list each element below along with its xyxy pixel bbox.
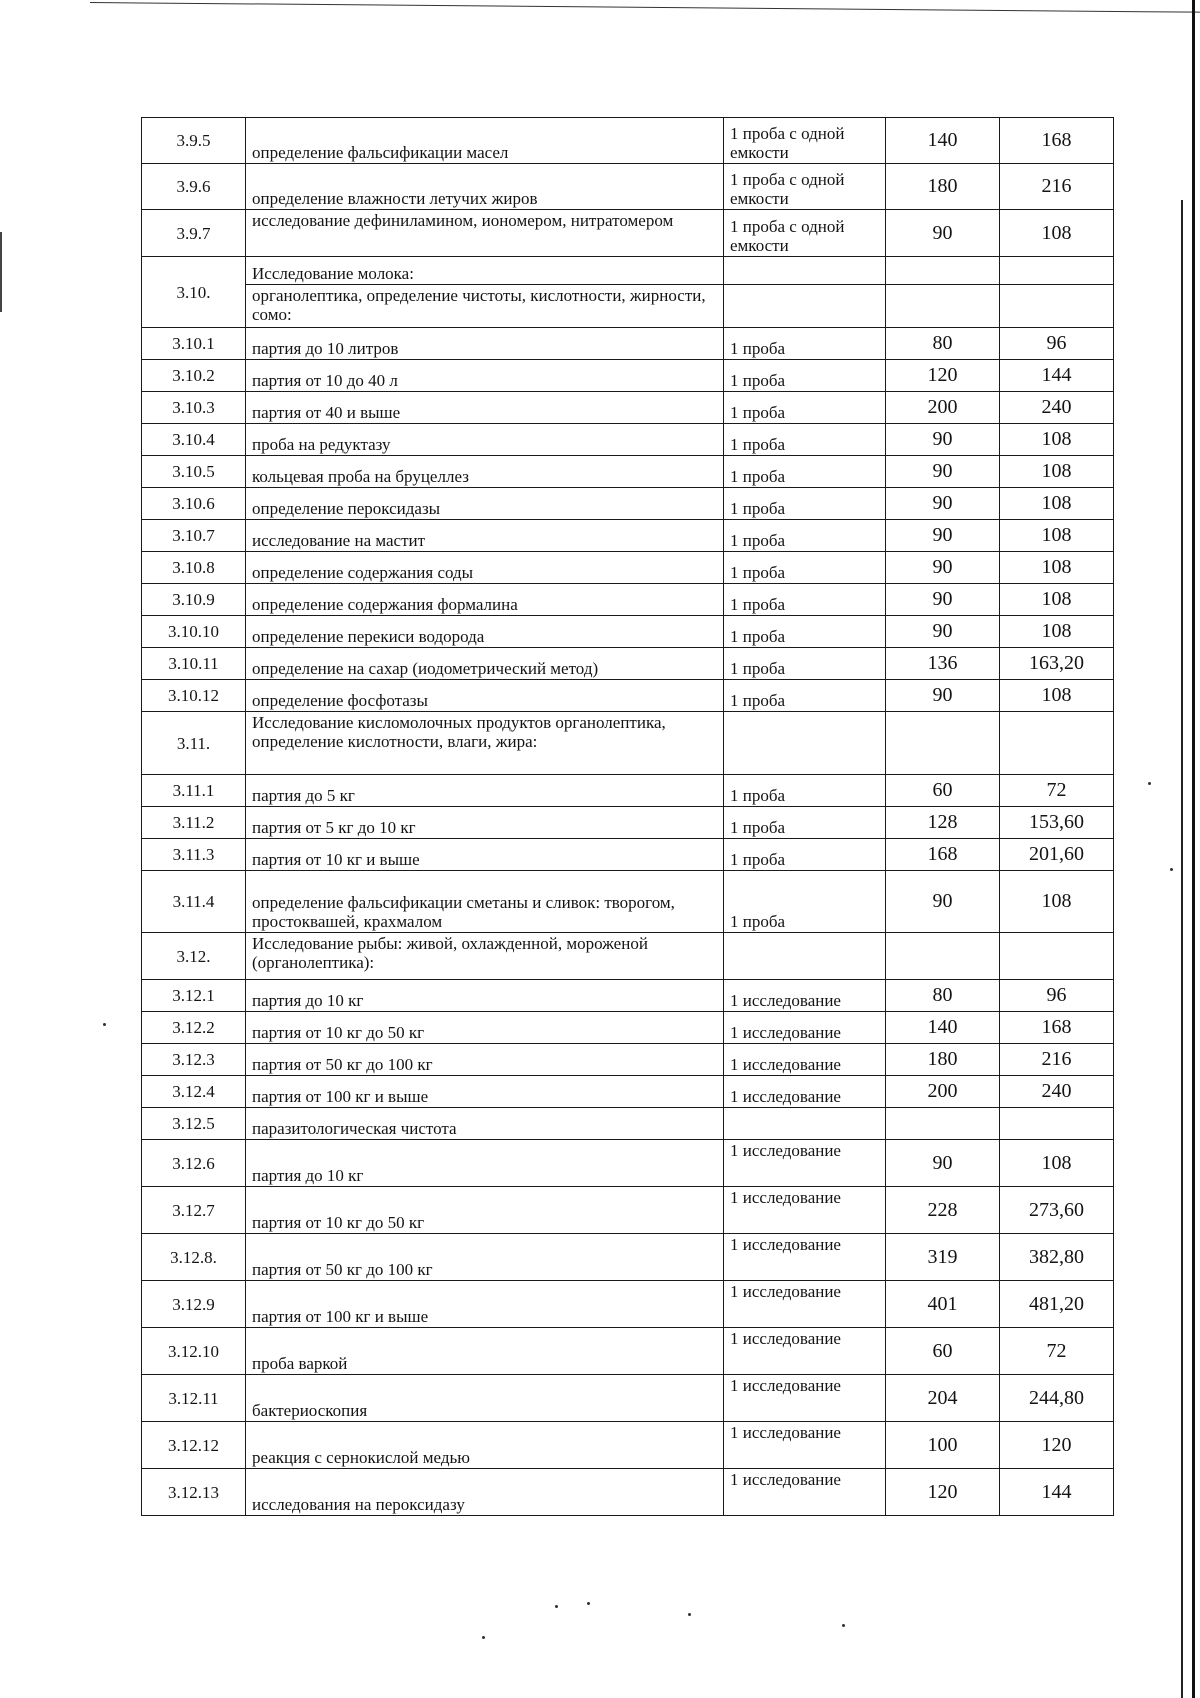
row-price-vat-cell: 108 (1000, 552, 1114, 584)
row-unit-cell: 1 исследование (724, 1044, 886, 1076)
table-row (142, 1012, 1114, 1044)
row-unit-cell: 1 проба (724, 839, 886, 871)
row-name-cell: партия до 10 кг (246, 1140, 724, 1187)
row-price-cell (886, 1108, 1000, 1140)
row-number-cell: 3.12.4 (142, 1076, 246, 1108)
row-unit-cell: 1 проба (724, 616, 886, 648)
row-price-vat-cell: 168 (1000, 118, 1114, 164)
row-price-cell (886, 257, 1000, 285)
row-price-cell: 90 (886, 210, 1000, 257)
row-name-cell: бактериоскопия (246, 1375, 724, 1422)
row-price-cell: 140 (886, 118, 1000, 164)
row-number-cell: 3.12.12 (142, 1422, 246, 1469)
table-row (142, 328, 1114, 360)
table-row (142, 118, 1114, 164)
row-price-vat-cell (1000, 1108, 1114, 1140)
table-row (142, 1140, 1114, 1187)
row-name-cell: партия от 50 кг до 100 кг (246, 1044, 724, 1076)
row-number-cell: 3.12.9 (142, 1281, 246, 1328)
row-unit-cell: 1 исследование (724, 1140, 886, 1187)
row-unit-cell: 1 исследование (724, 1281, 886, 1328)
row-name-cell: партия до 10 кг (246, 980, 724, 1012)
row-name-cell: исследования на пероксидазу (246, 1469, 724, 1516)
table-row (142, 456, 1114, 488)
row-unit-cell: 1 проба (724, 775, 886, 807)
row-price-cell: 90 (886, 456, 1000, 488)
row-number-cell: 3.12.2 (142, 1012, 246, 1044)
row-number-cell: 3.12. (142, 933, 246, 980)
row-name-cell: определение фосфотазы (246, 680, 724, 712)
table-row (142, 648, 1114, 680)
table-row (142, 210, 1114, 257)
row-number-cell: 3.12.5 (142, 1108, 246, 1140)
row-number-cell: 3.11.4 (142, 871, 246, 933)
row-name-cell: определение содержания формалина (246, 584, 724, 616)
row-unit-cell: 1 проба (724, 360, 886, 392)
row-unit-cell (724, 933, 886, 980)
scan-speck (1148, 782, 1151, 785)
row-name-cell: партия от 10 кг до 50 кг (246, 1012, 724, 1044)
row-unit-cell: 1 исследование (724, 980, 886, 1012)
row-price-cell: 128 (886, 807, 1000, 839)
row-name-cell: определение на сахар (иодометрический метод) (246, 648, 724, 680)
row-unit-cell: 1 исследование (724, 1375, 886, 1422)
table-row (142, 360, 1114, 392)
row-unit-cell (724, 1108, 886, 1140)
row-unit-cell: 1 проба с одной емкости (724, 164, 886, 210)
scan-speck (555, 1605, 558, 1608)
row-name-cell: партия от 100 кг и выше (246, 1076, 724, 1108)
row-unit-cell: 1 проба (724, 680, 886, 712)
row-name-cell: определение перекиси водорода (246, 616, 724, 648)
row-unit-cell: 1 проба (724, 520, 886, 552)
empty-cell (1000, 285, 1114, 328)
row-name-cell: партия от 10 до 40 л (246, 360, 724, 392)
row-price-cell: 90 (886, 552, 1000, 584)
row-name-cell: определение влажности летучих жиров (246, 164, 724, 210)
row-price-cell: 90 (886, 1140, 1000, 1187)
row-price-vat-cell: 108 (1000, 210, 1114, 257)
row-number-cell: 3.10.6 (142, 488, 246, 520)
row-price-vat-cell: 216 (1000, 164, 1114, 210)
row-unit-cell: 1 проба с одной емкости (724, 210, 886, 257)
row-price-cell: 180 (886, 1044, 1000, 1076)
row-number-cell: 3.10.1 (142, 328, 246, 360)
row-number-cell: 3.9.7 (142, 210, 246, 257)
empty-cell (724, 285, 886, 328)
row-name-cell: партия от 5 кг до 10 кг (246, 807, 724, 839)
row-price-vat-cell: 244,80 (1000, 1375, 1114, 1422)
row-name-cell: Исследование молока: (246, 257, 724, 285)
row-price-vat-cell: 201,60 (1000, 839, 1114, 871)
row-number-cell: 3.12.8. (142, 1234, 246, 1281)
row-number-cell: 3.11.3 (142, 839, 246, 871)
row-unit-cell: 1 исследование (724, 1328, 886, 1375)
row-price-vat-cell: 382,80 (1000, 1234, 1114, 1281)
row-unit-cell: 1 проба (724, 456, 886, 488)
row-price-vat-cell: 108 (1000, 424, 1114, 456)
row-unit-cell (724, 712, 886, 775)
row-name-cell: паразитологическая чистота (246, 1108, 724, 1140)
row-number-cell: 3.12.1 (142, 980, 246, 1012)
table-row (142, 1108, 1114, 1140)
row-price-cell: 90 (886, 488, 1000, 520)
empty-cell (886, 285, 1000, 328)
row-name-cell: определение фальсификации сметаны и сливок: творогом, простоквашей, крахмалом (246, 871, 724, 933)
scan-speck (842, 1624, 845, 1627)
row-price-vat-cell: 108 (1000, 584, 1114, 616)
row-price-cell: 60 (886, 775, 1000, 807)
row-price-vat-cell: 108 (1000, 680, 1114, 712)
row-name-cell: партия от 10 кг до 50 кг (246, 1187, 724, 1234)
row-number-cell: 3.11.1 (142, 775, 246, 807)
row-price-vat-cell (1000, 712, 1114, 775)
row-name-cell: кольцевая проба на бруцеллез (246, 456, 724, 488)
table-body (142, 118, 1114, 1516)
row-price-cell: 90 (886, 424, 1000, 456)
row-price-vat-cell: 96 (1000, 328, 1114, 360)
row-number-cell: 3.12.6 (142, 1140, 246, 1187)
table-row (142, 807, 1114, 839)
scan-speck (688, 1613, 691, 1616)
row-number-cell: 3.11.2 (142, 807, 246, 839)
row-price-vat-cell: 72 (1000, 775, 1114, 807)
row-price-cell: 120 (886, 360, 1000, 392)
table-row (142, 164, 1114, 210)
row-number-cell: 3.10.5 (142, 456, 246, 488)
row-number-cell: 3.12.7 (142, 1187, 246, 1234)
row-number-cell: 3.12.3 (142, 1044, 246, 1076)
table-row (142, 680, 1114, 712)
table-row (142, 1375, 1114, 1422)
row-price-vat-cell: 481,20 (1000, 1281, 1114, 1328)
row-number-cell: 3.11. (142, 712, 246, 775)
row-price-cell: 319 (886, 1234, 1000, 1281)
row-price-vat-cell (1000, 933, 1114, 980)
row-name-cell: исследование на мастит (246, 520, 724, 552)
row-unit-cell (724, 257, 886, 285)
row-price-vat-cell: 108 (1000, 488, 1114, 520)
row-name-cell: Исследование рыбы: живой, охлажденной, мороженой (органолептика): (246, 933, 724, 980)
row-name-cell: партия до 5 кг (246, 775, 724, 807)
row-unit-cell: 1 проба (724, 424, 886, 456)
scan-edge-line (1181, 200, 1183, 1698)
row-price-cell: 401 (886, 1281, 1000, 1328)
table-row (142, 980, 1114, 1012)
table-row (142, 1076, 1114, 1108)
row-unit-cell: 1 проба (724, 488, 886, 520)
row-name-cell: органолептика, определение чистоты, кислотности, жирности, сомо: (246, 285, 724, 328)
table-row (142, 839, 1114, 871)
row-number-cell: 3.10. (142, 257, 246, 328)
row-price-vat-cell: 144 (1000, 360, 1114, 392)
row-unit-cell: 1 исследование (724, 1012, 886, 1044)
row-name-cell: партия от 50 кг до 100 кг (246, 1234, 724, 1281)
row-price-cell: 136 (886, 648, 1000, 680)
table-row (142, 933, 1114, 980)
table-row (142, 424, 1114, 456)
row-price-vat-cell: 144 (1000, 1469, 1114, 1516)
row-price-cell: 90 (886, 520, 1000, 552)
row-number-cell: 3.12.10 (142, 1328, 246, 1375)
table-row (142, 1422, 1114, 1469)
scan-speck (482, 1636, 485, 1639)
row-number-cell: 3.10.8 (142, 552, 246, 584)
row-price-cell: 80 (886, 328, 1000, 360)
row-price-cell: 200 (886, 392, 1000, 424)
row-price-cell: 120 (886, 1469, 1000, 1516)
table-row (142, 616, 1114, 648)
row-price-cell: 168 (886, 839, 1000, 871)
scan-speck (587, 1602, 590, 1605)
row-number-cell: 3.10.4 (142, 424, 246, 456)
table-row (142, 584, 1114, 616)
table-row (142, 520, 1114, 552)
row-price-cell: 180 (886, 164, 1000, 210)
row-unit-cell: 1 исследование (724, 1076, 886, 1108)
scan-edge-line (1192, 0, 1195, 1698)
table-row (142, 257, 1114, 285)
row-price-vat-cell: 168 (1000, 1012, 1114, 1044)
scan-edge-line (0, 232, 2, 312)
row-number-cell: 3.10.3 (142, 392, 246, 424)
row-name-cell: партия от 10 кг и выше (246, 839, 724, 871)
row-price-cell: 228 (886, 1187, 1000, 1234)
row-number-cell: 3.10.12 (142, 680, 246, 712)
row-price-cell: 204 (886, 1375, 1000, 1422)
row-name-cell: партия от 40 и выше (246, 392, 724, 424)
table-row (142, 1044, 1114, 1076)
row-name-cell: определение фальсификации масел (246, 118, 724, 164)
row-price-cell: 90 (886, 680, 1000, 712)
row-unit-cell: 1 исследование (724, 1234, 886, 1281)
row-unit-cell: 1 проба (724, 648, 886, 680)
row-unit-cell: 1 проба (724, 871, 886, 933)
row-price-vat-cell: 120 (1000, 1422, 1114, 1469)
row-unit-cell: 1 проба с одной емкости (724, 118, 886, 164)
row-price-vat-cell: 216 (1000, 1044, 1114, 1076)
row-price-vat-cell: 108 (1000, 616, 1114, 648)
table-row (142, 285, 1114, 328)
table-row (142, 488, 1114, 520)
row-unit-cell: 1 проба (724, 552, 886, 584)
row-price-vat-cell: 163,20 (1000, 648, 1114, 680)
row-price-vat-cell: 240 (1000, 1076, 1114, 1108)
row-price-cell (886, 712, 1000, 775)
table-row (142, 1469, 1114, 1516)
row-name-cell: реакция с сернокислой медью (246, 1422, 724, 1469)
row-name-cell: определение содержания соды (246, 552, 724, 584)
row-unit-cell: 1 проба (724, 328, 886, 360)
row-number-cell: 3.10.10 (142, 616, 246, 648)
price-table (141, 117, 1114, 1516)
row-price-vat-cell (1000, 257, 1114, 285)
row-name-cell: проба варкой (246, 1328, 724, 1375)
row-name-cell: партия до 10 литров (246, 328, 724, 360)
row-price-cell: 80 (886, 980, 1000, 1012)
row-price-vat-cell: 108 (1000, 456, 1114, 488)
row-number-cell: 3.12.13 (142, 1469, 246, 1516)
row-unit-cell: 1 исследование (724, 1187, 886, 1234)
table-row (142, 775, 1114, 807)
row-name-cell: Исследование кисломолочных продуктов органолептика, определение кислотности, влаги, жира: (246, 712, 724, 775)
row-price-vat-cell: 72 (1000, 1328, 1114, 1375)
table-row (142, 392, 1114, 424)
scan-speck (103, 1023, 106, 1026)
row-price-vat-cell: 108 (1000, 871, 1114, 933)
table-row (142, 1328, 1114, 1375)
row-price-vat-cell: 96 (1000, 980, 1114, 1012)
row-price-cell: 140 (886, 1012, 1000, 1044)
table-row (142, 1234, 1114, 1281)
row-number-cell: 3.10.2 (142, 360, 246, 392)
row-unit-cell: 1 проба (724, 584, 886, 616)
row-name-cell: определение пероксидазы (246, 488, 724, 520)
row-price-cell: 60 (886, 1328, 1000, 1375)
row-unit-cell: 1 проба (724, 807, 886, 839)
row-price-cell: 200 (886, 1076, 1000, 1108)
row-name-cell: проба на редуктазу (246, 424, 724, 456)
row-unit-cell: 1 проба (724, 392, 886, 424)
row-name-cell: исследование дефиниламином, иономером, нитратомером (246, 210, 724, 257)
row-price-cell: 90 (886, 616, 1000, 648)
row-price-vat-cell: 240 (1000, 392, 1114, 424)
row-unit-cell: 1 исследование (724, 1422, 886, 1469)
table-row (142, 871, 1114, 933)
row-price-vat-cell: 153,60 (1000, 807, 1114, 839)
table-row (142, 712, 1114, 775)
row-price-cell: 90 (886, 871, 1000, 933)
row-unit-cell: 1 исследование (724, 1469, 886, 1516)
row-number-cell: 3.9.6 (142, 164, 246, 210)
row-number-cell: 3.10.11 (142, 648, 246, 680)
table-row (142, 1281, 1114, 1328)
row-price-cell: 90 (886, 584, 1000, 616)
row-price-vat-cell: 108 (1000, 520, 1114, 552)
row-number-cell: 3.10.9 (142, 584, 246, 616)
row-price-vat-cell: 273,60 (1000, 1187, 1114, 1234)
row-price-vat-cell: 108 (1000, 1140, 1114, 1187)
scan-edge-line (90, 2, 1200, 13)
scan-speck (1170, 868, 1173, 871)
row-price-cell: 100 (886, 1422, 1000, 1469)
row-price-cell (886, 933, 1000, 980)
table-row (142, 552, 1114, 584)
row-number-cell: 3.10.7 (142, 520, 246, 552)
row-name-cell: партия от 100 кг и выше (246, 1281, 724, 1328)
row-number-cell: 3.12.11 (142, 1375, 246, 1422)
table-row (142, 1187, 1114, 1234)
row-number-cell: 3.9.5 (142, 118, 246, 164)
